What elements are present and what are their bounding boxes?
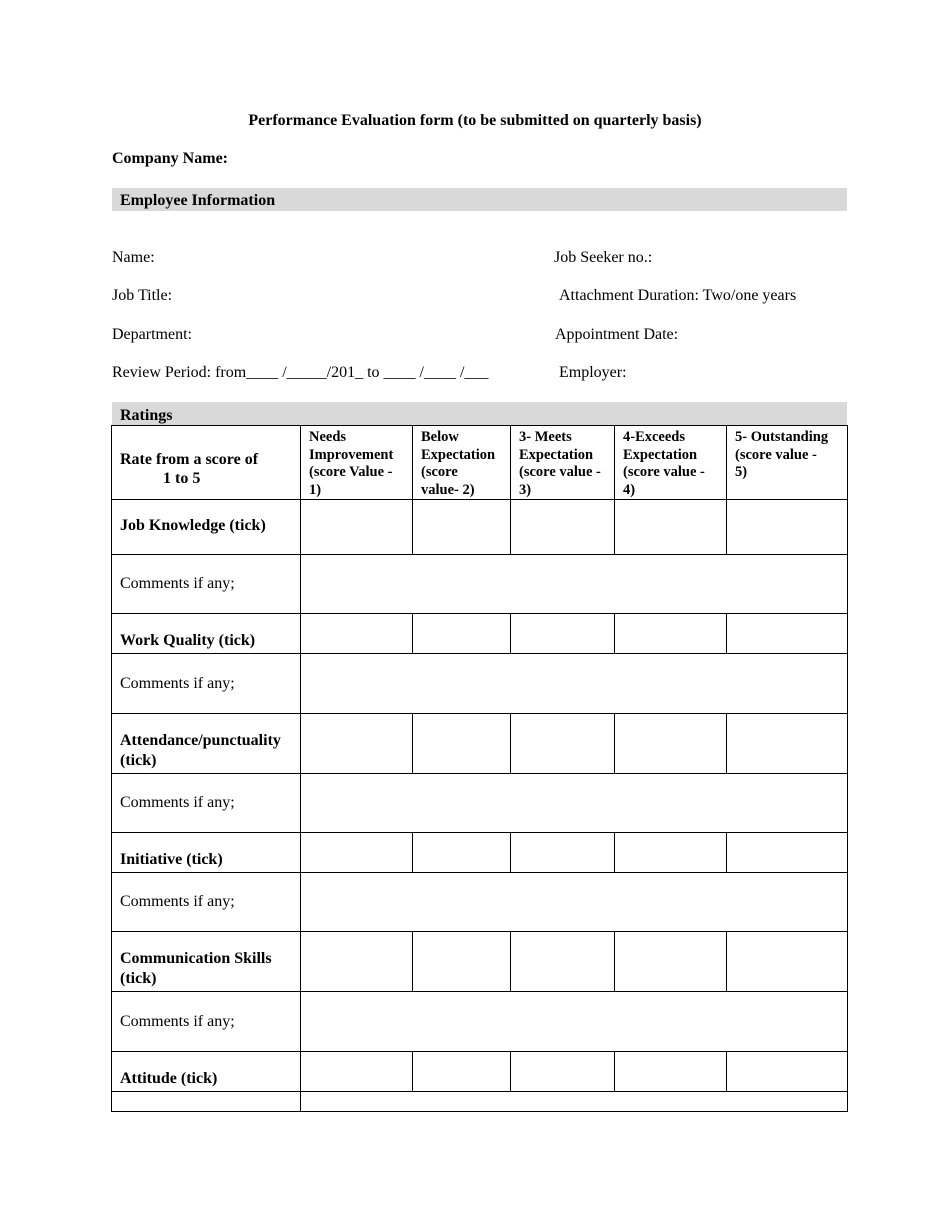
rating-cell-2[interactable]: [413, 1052, 511, 1092]
review-period-label: Review Period: from____ /_____/201_ to ____ /____ /___: [112, 364, 489, 381]
col-header-text: Expectation: [421, 446, 496, 463]
comment-label: Comments if any;: [112, 992, 301, 1052]
rating-cell-5[interactable]: [727, 500, 848, 555]
criterion-label-text: Work Quality (tick): [120, 632, 256, 649]
column-header-needs-improvement: [301, 426, 413, 500]
comment-row-truncated: [112, 1092, 848, 1112]
col-header-text: 3- Meets: [519, 429, 572, 445]
comment-row: [112, 654, 848, 714]
criterion-label-text: Job Knowledge (tick): [120, 517, 266, 534]
rating-cell-3[interactable]: [511, 500, 615, 555]
col-header-text: value- 2): [421, 481, 475, 498]
criterion-row-work-quality: [112, 614, 848, 654]
attachment-duration-label: Attachment Duration: Two/one years: [559, 287, 797, 304]
comment-field[interactable]: [301, 873, 848, 932]
col-header-text: (score value -: [623, 464, 705, 480]
criterion-label: [112, 614, 301, 654]
rating-cell-3[interactable]: [511, 714, 615, 774]
column-header-exceeds-expectation: [615, 426, 727, 500]
ratings-header-row: [112, 426, 848, 500]
criterion-row-attitude: [112, 1052, 848, 1092]
col-header-text: 5- Outstanding: [735, 429, 829, 445]
comment-field[interactable]: [301, 1092, 848, 1112]
employer-label: Employer:: [559, 364, 627, 381]
col-header-text: Expectation: [519, 446, 594, 463]
ratings-header: Ratings: [112, 402, 847, 426]
rating-cell-2[interactable]: [413, 932, 511, 992]
rating-cell-4[interactable]: [615, 1052, 727, 1092]
col-header-text: 3): [519, 481, 532, 498]
job-title-label: Job Title:: [112, 287, 173, 304]
comment-label-cell: [112, 1092, 301, 1112]
rating-cell-1[interactable]: [301, 614, 413, 654]
rating-cell-2[interactable]: [413, 500, 511, 555]
criterion-label-text: Attendance/punctuality: [120, 732, 281, 749]
criterion-label: [112, 1052, 301, 1092]
criterion-label-text: (tick): [120, 752, 157, 769]
criterion-label: [112, 833, 301, 873]
name-label: Name:: [112, 249, 155, 266]
rating-cell-1[interactable]: [301, 1052, 413, 1092]
comment-label: Comments if any;: [112, 654, 301, 714]
col-header-text: 4-Exceeds: [623, 429, 686, 445]
col-header-text: Below: [421, 429, 459, 445]
rating-cell-4[interactable]: [615, 614, 727, 654]
comment-field[interactable]: [301, 654, 848, 714]
rating-cell-1[interactable]: [301, 833, 413, 873]
comment-row: [112, 992, 848, 1052]
rating-cell-3[interactable]: [511, 1052, 615, 1092]
ratings-table: [111, 425, 848, 1112]
col-header-text: Expectation: [623, 446, 698, 463]
comment-label: Comments if any;: [112, 873, 301, 932]
criterion-label-text: (tick): [120, 970, 157, 987]
col-header-text: (score value -: [735, 446, 817, 463]
col-header-text: 5): [735, 464, 748, 480]
rating-cell-4[interactable]: [615, 714, 727, 774]
rating-cell-4[interactable]: [615, 833, 727, 873]
col-header-text: (score: [421, 464, 458, 480]
rating-cell-3[interactable]: [511, 932, 615, 992]
rating-cell-5[interactable]: [727, 833, 848, 873]
col-header-text: 4): [623, 481, 636, 498]
rating-cell-2[interactable]: [413, 614, 511, 654]
criterion-label-text: Communication Skills: [120, 950, 272, 967]
criterion-label-text: Initiative (tick): [120, 851, 223, 868]
comment-row: [112, 774, 848, 833]
page-title: Performance Evaluation form (to be submitted on quarterly basis): [248, 112, 702, 129]
comment-row: [112, 555, 848, 614]
comment-field[interactable]: [301, 555, 848, 614]
rating-cell-2[interactable]: [413, 833, 511, 873]
column-header-meets-expectation: [511, 426, 615, 500]
rating-cell-3[interactable]: [511, 614, 615, 654]
rate-scale-line1: Rate from a score of: [120, 450, 259, 468]
rating-cell-3[interactable]: [511, 833, 615, 873]
col-header-text: (score value -: [519, 464, 601, 480]
rating-cell-1[interactable]: [301, 500, 413, 555]
col-header-text: 1): [309, 481, 322, 498]
rating-cell-4[interactable]: [615, 932, 727, 992]
appointment-date-label: Appointment Date:: [555, 326, 679, 343]
comment-label: Comments if any;: [112, 555, 301, 614]
criterion-row-communication-skills: [112, 932, 848, 992]
rating-cell-1[interactable]: [301, 714, 413, 774]
criterion-label: [112, 932, 301, 992]
rating-cell-2[interactable]: [413, 714, 511, 774]
rating-cell-5[interactable]: [727, 1052, 848, 1092]
criterion-row-job-knowledge: [112, 500, 848, 555]
company-name-label: Company Name:: [112, 150, 228, 167]
criterion-label-text: Attitude (tick): [120, 1070, 218, 1087]
rate-scale-line2: 1 to 5: [163, 469, 201, 487]
rating-cell-5[interactable]: [727, 714, 848, 774]
comment-row: [112, 873, 848, 932]
col-header-text: Needs: [309, 429, 347, 445]
rate-scale-header: [112, 426, 301, 500]
col-header-text: (score Value -: [309, 464, 393, 480]
employee-information-header: Employee Information: [112, 188, 847, 211]
rating-cell-5[interactable]: [727, 614, 848, 654]
column-header-outstanding: [727, 426, 848, 500]
comment-label: Comments if any;: [112, 774, 301, 833]
col-header-text: Improvement: [309, 446, 394, 463]
department-label: Department:: [112, 326, 192, 343]
rating-cell-5[interactable]: [727, 932, 848, 992]
column-header-below-expectation: [413, 426, 511, 500]
comment-field[interactable]: [301, 774, 848, 833]
rating-cell-4[interactable]: [615, 500, 727, 555]
rating-cell-1[interactable]: [301, 932, 413, 992]
job-seeker-no-label: Job Seeker no.:: [554, 249, 653, 266]
criterion-row-attendance: [112, 714, 848, 774]
criterion-label: [112, 500, 301, 555]
criterion-row-initiative: [112, 833, 848, 873]
comment-field[interactable]: [301, 992, 848, 1052]
criterion-label: [112, 714, 301, 774]
